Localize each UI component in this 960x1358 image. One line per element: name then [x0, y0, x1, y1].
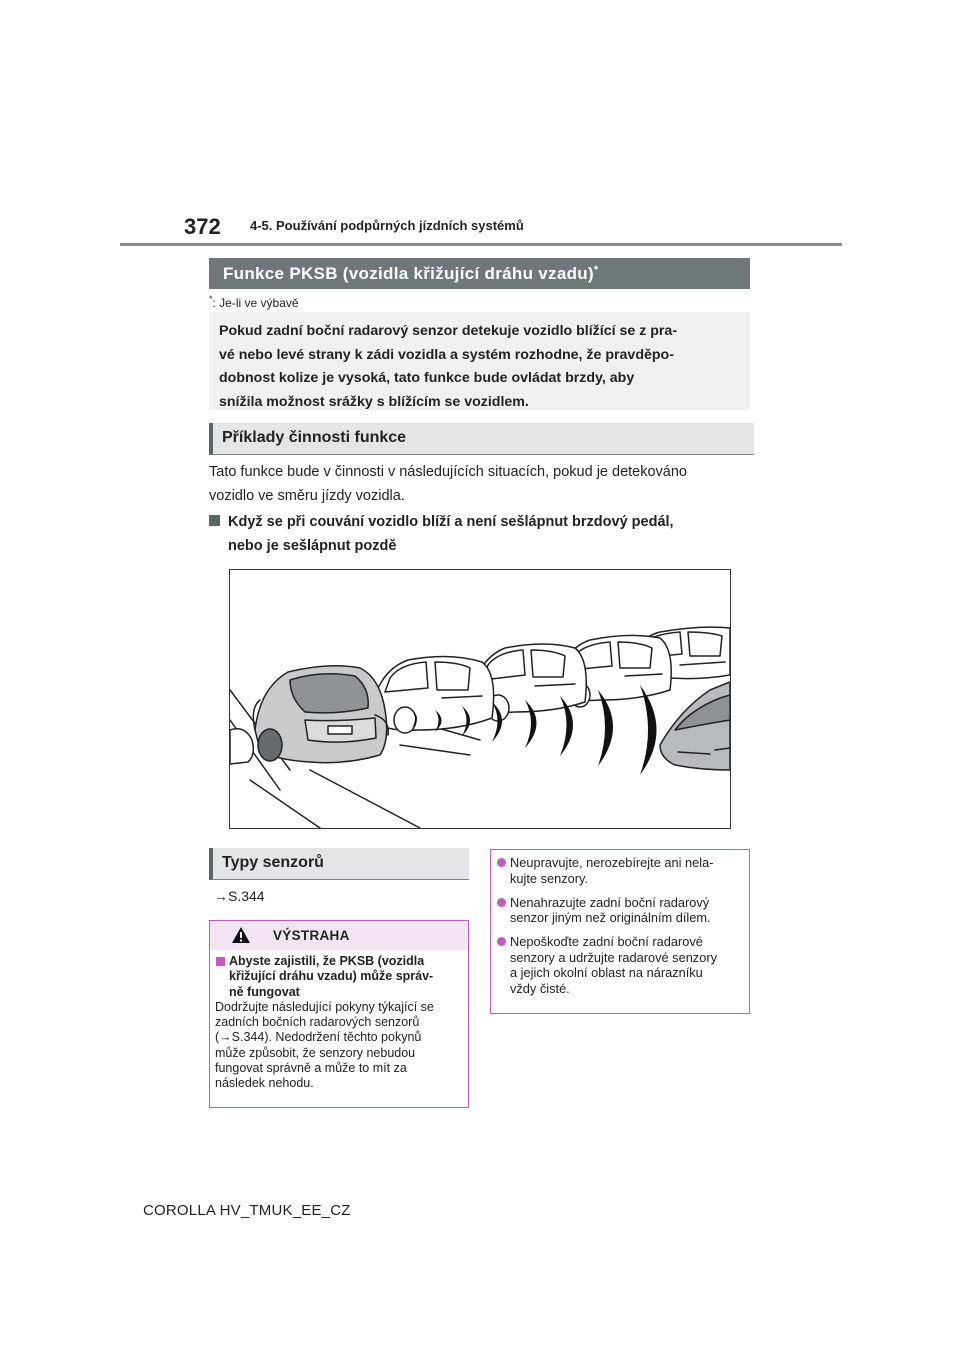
notice-line: Nenahrazujte zadní boční radarový: [510, 894, 710, 910]
warning-header: [210, 921, 468, 950]
examples-text: [209, 460, 754, 508]
intro-box: [209, 312, 750, 410]
rear-cross-traffic-illustration: [230, 570, 730, 828]
notice-line: senzory a udržujte radarové senzory: [510, 949, 717, 965]
footnote: [209, 294, 299, 310]
notice-line: Nepoškoďte zadní boční radarové: [510, 934, 703, 949]
warning-text-line: fungovat správně a může to mít za: [215, 1061, 407, 1076]
notice-box: [490, 849, 750, 1014]
page-reference-link[interactable]: →S.344: [214, 888, 265, 904]
warning-triangle-icon: [231, 926, 251, 944]
warning-text-line: (→S.344). Nedodržení těchto pokynů: [215, 1030, 422, 1045]
round-bullet-icon: [497, 937, 506, 946]
intro-line: snížila možnost srážky s blížícím se vozidlem.: [219, 393, 529, 410]
chapter-title: 4-5. Používání podpůrných jízdních systémů: [250, 218, 524, 233]
notice-item: [497, 895, 743, 926]
footnote-asterisk: *: [209, 294, 213, 304]
bullet-line: Když se při couvání vozidlo blíží a není sešlápnut brzdový pedál,: [228, 514, 674, 530]
round-bullet-icon: [497, 898, 506, 907]
warning-title-line: křižující dráhu vzadu) může správ-: [229, 969, 434, 984]
round-bullet-icon: [497, 858, 506, 867]
notice-list: [497, 855, 743, 1005]
notice-line: kujte senzory.: [510, 870, 588, 886]
section-title: Funkce PKSB (vozidla křižující dráhu vzadu): [223, 264, 594, 283]
notice-item: [497, 934, 743, 996]
parking-illustration: [229, 569, 731, 829]
bullet-line: nebo je sešlápnut pozdě: [228, 538, 397, 554]
section-banner: [209, 258, 750, 289]
warning-title: [215, 954, 465, 1000]
examples-text-line: Tato funkce bude v činnosti v následujících situacích, pokud je detekováno: [209, 464, 687, 480]
warning-text-line: může způsobit, že senzory nebudou: [215, 1045, 416, 1060]
notice-item: [497, 855, 743, 886]
header-rule: [120, 243, 842, 246]
notice-line: Neupravujte, nerozebírejte ani nela-: [510, 855, 714, 870]
page-number: 372: [184, 214, 221, 239]
warning-body: [215, 954, 465, 1092]
sensor-types-heading: Typy senzorů: [209, 848, 469, 880]
warning-label: VÝSTRAHA: [273, 928, 350, 943]
title-asterisk: *: [593, 264, 599, 276]
examples-text-line: vozidlo ve směru jízdy vozidla.: [209, 488, 405, 504]
warning-title-line: ně fungovat: [229, 984, 300, 999]
intro-line: dobnost kolize je vysoká, tato funkce bude ovládat brzdy, aby: [219, 370, 635, 386]
warning-text-line: Dodržujte následující pokyny týkající se: [215, 999, 434, 1014]
intro-line: Pokud zadní boční radarový senzor detekuje vozidlo blížící se z pra-: [219, 323, 678, 339]
examples-heading: Příklady činnosti funkce: [209, 423, 754, 455]
intro-line: vé nebo levé strany k zádi vozidla a systém rozhodne, že pravděpo-: [219, 346, 674, 363]
notice-line: a jejich okolní oblast na nárazníku: [510, 965, 703, 980]
notice-line: senzor jiným než originálním dílem.: [510, 910, 711, 925]
square-bullet-icon: [216, 957, 225, 966]
notice-line: vždy čisté.: [510, 980, 570, 996]
footer-model-code: COROLLA HV_TMUK_EE_CZ: [143, 1202, 351, 1219]
warning-text-line: následek nehodu.: [215, 1076, 314, 1091]
footnote-text: : Je-li ve výbavě: [212, 296, 299, 310]
warning-text-line: zadních bočních radarových senzorů: [215, 1015, 420, 1030]
example-bullet: [209, 510, 754, 558]
warning-box: [209, 920, 469, 1108]
square-bullet-icon: [209, 515, 220, 526]
warning-title-line: Abyste zajistili, že PKSB (vozidla: [229, 954, 425, 968]
